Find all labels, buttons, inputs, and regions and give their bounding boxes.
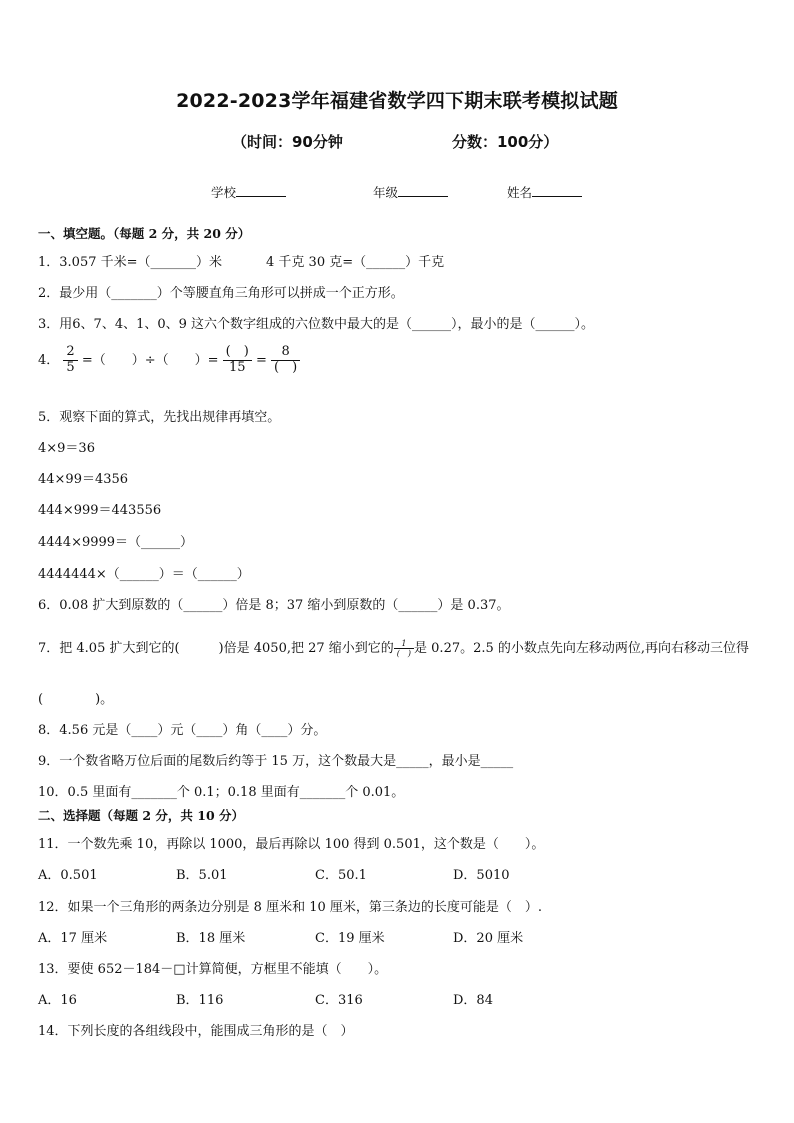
fraction-numerator: ( ) xyxy=(223,345,252,361)
question-7-continued: ( )。 xyxy=(38,692,114,707)
grade-field[interactable] xyxy=(373,183,448,201)
question-13: 13．要使 652－184－□计算简便，方框里不能填（ ）。 xyxy=(38,962,388,977)
section-fill-in: 一、填空题。（每题 2 分，共 20 分） xyxy=(38,226,251,241)
option-a[interactable]: A．0.501 xyxy=(38,868,98,883)
option-d[interactable]: D．20 厘米 xyxy=(453,931,524,946)
school-blank[interactable] xyxy=(236,184,286,197)
fraction-denominator: 5 xyxy=(66,359,75,375)
question-4-middle: =（ ）÷（ ）= xyxy=(81,352,219,368)
option-b[interactable]: B．116 xyxy=(176,993,224,1008)
pattern-line-4: 4444×9999＝（______） xyxy=(38,535,194,550)
option-c[interactable]: C．316 xyxy=(315,993,363,1008)
pattern-line-1: 4×9＝36 xyxy=(38,441,95,456)
fraction-denominator: ( ) xyxy=(396,649,412,658)
fraction-blank-15 xyxy=(223,345,252,376)
question-6: 6．0.08 扩大到原数的（______）倍是 8；37 缩小到原数的（______）是 0.37。 xyxy=(38,598,510,613)
question-9: 9．一个数省略万位后面的尾数后约等于 15 万，这个数最大是_____，最小是_____ xyxy=(38,754,514,769)
question-3: 3．用6、7、4、1、0、9 这六个数字组成的六位数中最大的是（______），最小的是（______）。 xyxy=(38,317,595,332)
question-4-equals: = xyxy=(255,352,267,368)
fraction-numerator: 1 xyxy=(394,639,414,649)
question-7-part-b: 是 0.27。2.5 的小数点先向左移动两位,再向右移动三位得 xyxy=(414,641,750,656)
fraction-numerator: 2 xyxy=(63,345,77,361)
question-7 xyxy=(38,637,749,658)
option-c[interactable]: C．19 厘米 xyxy=(315,931,385,946)
fraction-numerator: 8 xyxy=(271,345,300,361)
question-2: 2．最少用（_______）个等腰直角三角形可以拼成一个正方形。 xyxy=(38,286,404,301)
question-1-part-a: 1．3.057 千米=（_______）米 xyxy=(38,255,223,270)
option-c[interactable]: C．50.1 xyxy=(315,868,367,883)
question-12: 12．如果一个三角形的两条边分别是 8 厘米和 10 厘米，第三条边的长度可能是（ ）. xyxy=(38,900,543,915)
question-4-number: 4． xyxy=(38,352,60,368)
question-7-part-a: 7．把 4.05 扩大到它的( )倍是 4050,把 27 缩小到它的 xyxy=(38,641,394,656)
option-a[interactable]: A．16 xyxy=(38,993,77,1008)
grade-label: 年级 xyxy=(373,185,399,200)
section-multiple-choice: 二、选择题（每题 2 分，共 10 分） xyxy=(38,808,245,823)
name-label: 姓名 xyxy=(507,185,533,200)
question-5: 5．观察下面的算式，先找出规律再填空。 xyxy=(38,410,281,425)
fraction-8-blank xyxy=(271,345,300,376)
question-11: 11．一个数先乘 10，再除以 1000，最后再除以 100 得到 0.501，这个数是（ ）。 xyxy=(38,837,545,852)
fraction-denominator: 15 xyxy=(228,359,246,375)
question-14: 14．下列长度的各组线段中，能围成三角形的是（ ） xyxy=(38,1024,354,1039)
pattern-line-2: 44×99＝4356 xyxy=(38,472,129,487)
fraction-1-blank xyxy=(394,639,414,658)
option-a[interactable]: A．17 厘米 xyxy=(38,931,108,946)
fraction-denominator: ( ) xyxy=(274,359,298,375)
exam-time: （时间：90分钟 xyxy=(232,133,343,151)
question-10: 10．0.5 里面有_______个 0.1；0.18 里面有_______个 0.01。 xyxy=(38,785,405,800)
option-b[interactable]: B．18 厘米 xyxy=(176,931,246,946)
option-d[interactable]: D．5010 xyxy=(453,868,510,883)
exam-title: 2022-2023学年福建省数学四下期末联考模拟试题 xyxy=(176,90,618,112)
grade-blank[interactable] xyxy=(398,184,448,197)
question-1 xyxy=(38,251,444,270)
school-label: 学校 xyxy=(211,185,237,200)
pattern-line-3: 444×999＝443556 xyxy=(38,503,162,518)
name-blank[interactable] xyxy=(532,184,582,197)
question-8: 8．4.56 元是（____）元（____）角（____）分。 xyxy=(38,723,327,738)
exam-score: 分数：100分） xyxy=(452,133,559,151)
fraction-2-5 xyxy=(63,345,77,376)
pattern-line-5: 4444444×（______）＝（______） xyxy=(38,567,250,582)
question-1-part-b: 4 千克 30 克=（______）千克 xyxy=(266,255,445,270)
school-field[interactable] xyxy=(211,183,286,201)
question-4 xyxy=(38,345,300,376)
option-b[interactable]: B．5.01 xyxy=(176,868,228,883)
option-d[interactable]: D．84 xyxy=(453,993,493,1008)
name-field[interactable] xyxy=(507,183,582,201)
